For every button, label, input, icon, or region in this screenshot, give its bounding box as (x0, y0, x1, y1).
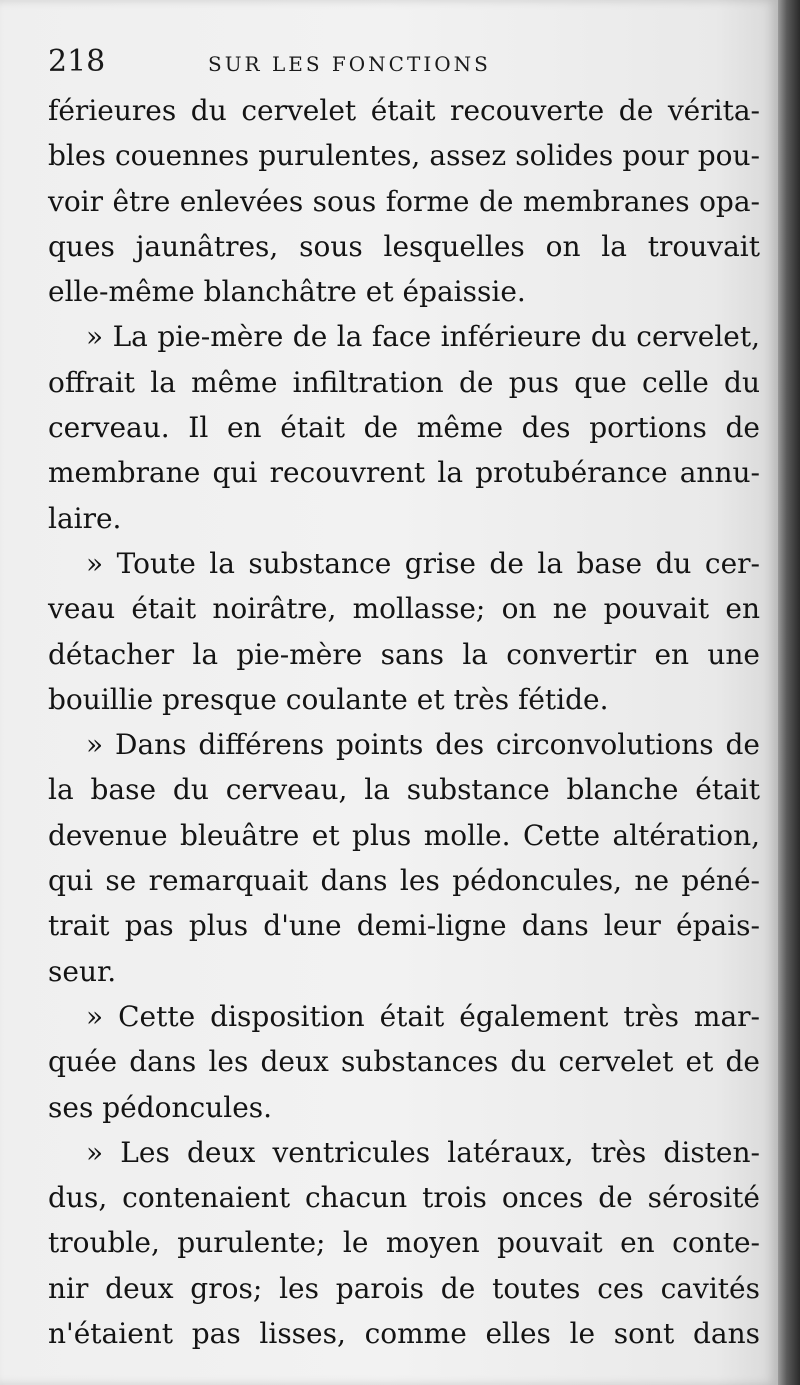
text-line: férieures du cervelet était recouverte de vérita- (48, 94, 760, 127)
page-header (48, 40, 758, 80)
running-head: SUR LES FONCTIONS (208, 52, 491, 76)
text-line: trait pas plus d'une demi-ligne dans leur épais- (48, 909, 760, 943)
text-line: quée dans les deux substances du cervelet et de (48, 1045, 760, 1079)
text-line: membrane qui recouvrent la protubérance annu- (48, 456, 760, 490)
text-line: » La pie-mère de la face inférieure du cervelet, (86, 320, 760, 354)
text-line: » Toute la substance grise de la base du cer- (86, 546, 760, 580)
text-line: » Cette disposition était également très mar- (86, 999, 760, 1033)
body-text (48, 88, 760, 1356)
text-line: elle-même blanchâtre et épaissie. (48, 275, 526, 309)
text-line: » Dans différens points des circonvolutions de (86, 728, 760, 762)
text-line: bles couennes purulentes, assez solides pour pou- (48, 139, 760, 173)
text-line: qui se remarquait dans les pédoncules, ne péné- (48, 864, 760, 898)
text-line: nir deux gros; les parois de toutes ces cavités (48, 1271, 760, 1305)
text-line: dus, contenaient chacun trois onces de sérosité (48, 1181, 760, 1215)
text-line: voir être enlevées sous forme de membranes opa- (48, 184, 760, 218)
page-number: 218 (48, 44, 106, 79)
text-line: devenue bleuâtre et plus molle. Cette altération, (48, 818, 760, 852)
text-line: bouillie presque coulante et très fétide. (48, 682, 609, 716)
text-line: offrait la même infiltration de pus que celle du (48, 365, 760, 399)
text-line: laire. (48, 501, 122, 535)
text-line: cerveau. Il en était de même des portions de (48, 411, 760, 445)
text-line: trouble, purulente; le moyen pouvait en conte- (48, 1226, 760, 1260)
text-line: veau était noirâtre, mollasse; on ne pouvait en (48, 592, 760, 626)
text-line: » Les deux ventricules latéraux, très disten- (86, 1135, 760, 1169)
text-line: n'étaient pas lisses, comme elles le sont dans (48, 1317, 760, 1351)
text-line: ques jaunâtres, sous lesquelles on la trouvait (48, 229, 760, 263)
text-line: ses pédoncules. (48, 1090, 273, 1124)
book-spine-edge (778, 0, 800, 1385)
text-line: la base du cerveau, la substance blanche était (48, 773, 760, 807)
text-line: seur. (48, 954, 117, 988)
text-line: détacher la pie-mère sans la convertir en une (48, 637, 760, 671)
